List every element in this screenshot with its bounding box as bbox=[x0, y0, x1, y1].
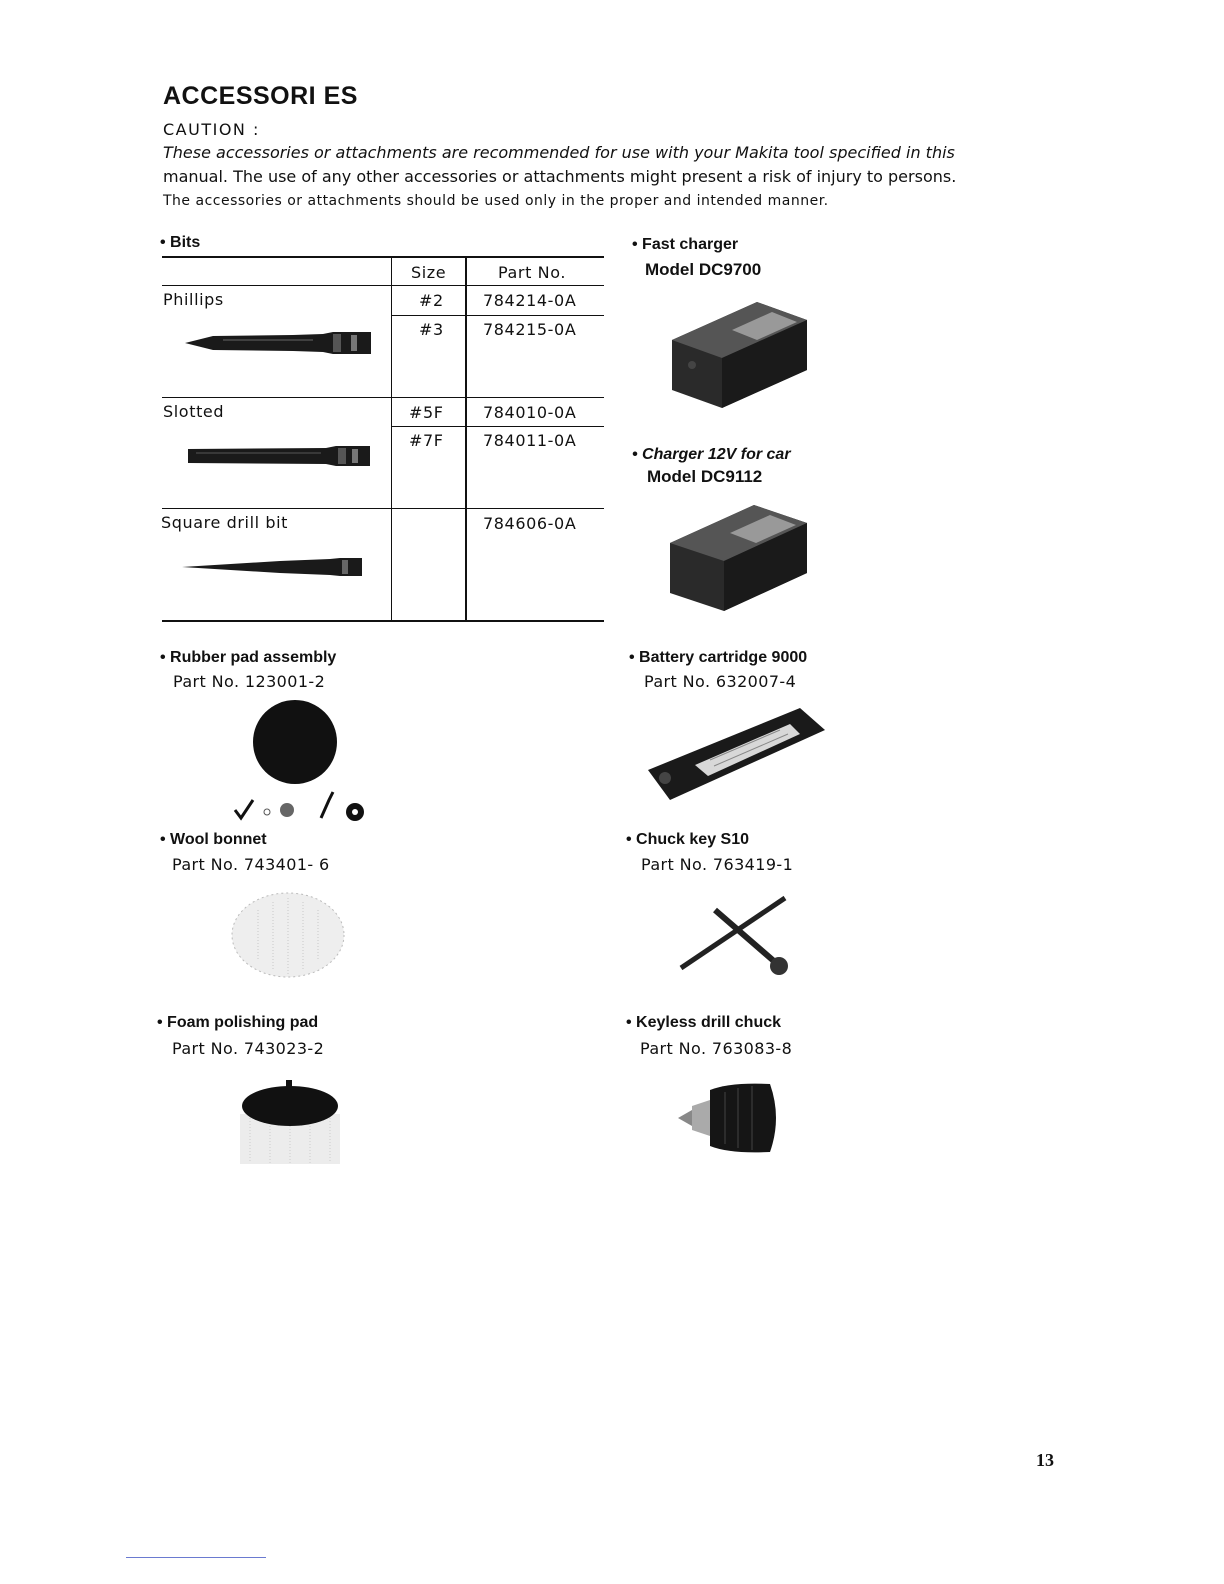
car-charger-title: • Charger 12V for car bbox=[632, 446, 791, 463]
foam-pad-title: • Foam polishing pad bbox=[157, 1014, 319, 1031]
keyless-chuck-image bbox=[670, 1080, 785, 1155]
slotted-bit-image bbox=[186, 444, 372, 468]
fast-charger-title: • Fast charger bbox=[632, 236, 739, 253]
keyless-chuck-title: • Keyless drill chuck bbox=[626, 1014, 782, 1031]
rubber-pad-image bbox=[225, 700, 375, 830]
part-cell: 784010-0A bbox=[483, 403, 577, 422]
footer-rule bbox=[126, 1557, 266, 1558]
caution-label: CAUTION : bbox=[163, 120, 260, 139]
row-name-phillips: Phillips bbox=[163, 290, 224, 309]
phillips-bit-image bbox=[183, 330, 373, 356]
caution-text bbox=[163, 141, 1078, 213]
keyless-chuck-part-no: Part No. 763083-8 bbox=[640, 1039, 793, 1058]
page-title: ACCESSORI ES bbox=[163, 82, 358, 110]
wool-bonnet-title: • Wool bonnet bbox=[160, 831, 267, 848]
row-name-square-drill-bit: Square drill bit bbox=[161, 513, 289, 532]
wool-bonnet-image bbox=[228, 890, 348, 980]
battery-part-no: Part No. 632007-4 bbox=[644, 672, 797, 691]
size-cell: #7F bbox=[409, 431, 444, 450]
fast-charger-image bbox=[662, 290, 812, 420]
part-cell: 784606-0A bbox=[483, 514, 577, 533]
fast-charger-model: Model DC9700 bbox=[645, 260, 762, 279]
rubber-pad-title: • Rubber pad assembly bbox=[160, 649, 337, 666]
foam-pad-part-no: Part No. 743023-2 bbox=[172, 1039, 325, 1058]
part-cell: 784011-0A bbox=[483, 431, 577, 450]
caution-line-2: manual. The use of any other accessories or attachments might present a risk of injury to persons. bbox=[163, 167, 957, 186]
part-cell: 784214-0A bbox=[483, 291, 577, 310]
row-name-slotted: Slotted bbox=[163, 402, 225, 421]
rubber-pad-part-no: Part No. 123001-2 bbox=[173, 672, 326, 691]
wool-bonnet-part-no: Part No. 743401- 6 bbox=[172, 855, 330, 874]
col-header-size: Size bbox=[411, 263, 447, 282]
size-cell: #2 bbox=[419, 291, 444, 310]
size-cell: #3 bbox=[419, 320, 444, 339]
battery-cartridge-image bbox=[640, 700, 830, 810]
part-cell: 784215-0A bbox=[483, 320, 577, 339]
bits-heading: • Bits bbox=[160, 234, 201, 251]
size-cell: #5F bbox=[409, 403, 444, 422]
car-charger-image bbox=[662, 495, 812, 620]
chuck-key-part-no: Part No. 763419-1 bbox=[641, 855, 794, 874]
foam-pad-image bbox=[230, 1078, 350, 1168]
caution-line-1: These accessories or attachments are recommended for use with your Makita tool specified in this bbox=[163, 143, 955, 162]
page-number: 13 bbox=[1036, 1450, 1054, 1470]
car-charger-model: Model DC9112 bbox=[647, 467, 763, 486]
chuck-key-title: • Chuck key S10 bbox=[626, 831, 749, 848]
caution-line-3: The accessories or attachments should be used only in the proper and intended manner. bbox=[163, 193, 829, 209]
chuck-key-image bbox=[675, 890, 805, 980]
col-header-part-no: Part No. bbox=[498, 263, 567, 282]
battery-title: • Battery cartridge 9000 bbox=[629, 649, 808, 666]
square-drill-bit-image bbox=[180, 556, 364, 578]
